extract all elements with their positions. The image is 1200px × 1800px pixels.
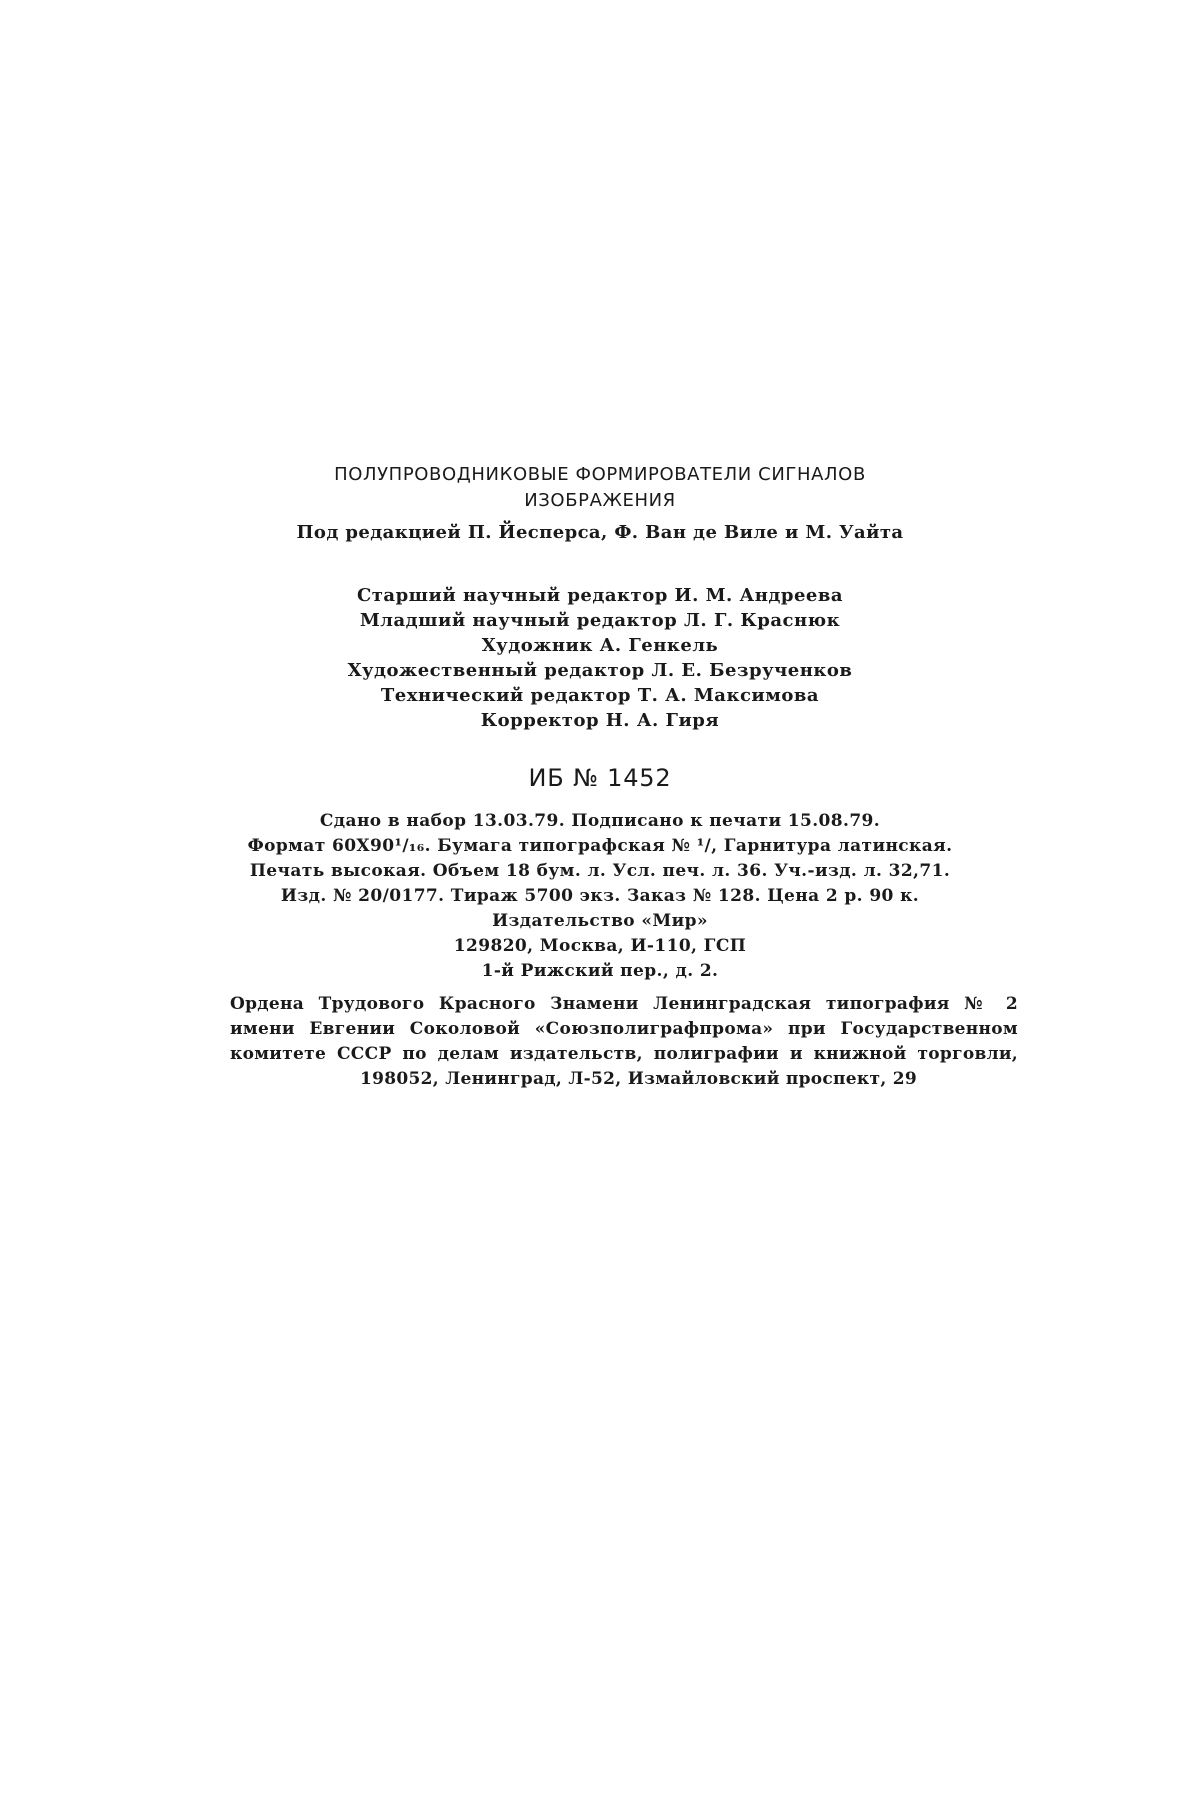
ib-number: ИБ № 1452 xyxy=(528,764,672,792)
publisher-name: Издательство «Мир» xyxy=(492,911,708,931)
imprint-format: Формат 60X90¹/₁₆. Бумага типографская № ¹/, Гарнитура латинская. xyxy=(247,836,953,856)
staff-technical-editor: Технический редактор Т. А. Максимова xyxy=(380,685,820,706)
imprint-dates: Сдано в набор 13.03.79. Подписано к печати 15.08.79. xyxy=(319,811,881,831)
publisher-address-line-2: 1-й Рижский пер., д. 2. xyxy=(481,961,719,981)
staff-artist: Художник А. Генкель xyxy=(481,635,719,656)
staff-proofreader: Корректор Н. А. Гиря xyxy=(480,710,720,731)
book-title-line-1: ПОЛУПРОВОДНИКОВЫЕ ФОРМИРОВАТЕЛИ СИГНАЛОВ xyxy=(334,464,866,485)
printer-line-1: Ордена Трудового Красного Знамени Ленинградская типография № 2 xyxy=(230,994,1018,1014)
printer-line-2: имени Евгении Соколовой «Союзполиграфпрома» при Государственном xyxy=(230,1019,1018,1039)
book-editors: Под редакцией П. Йесперса, Ф. Ван де Виле и М. Уайта xyxy=(296,522,904,543)
imprint-volume: Печать высокая. Объем 18 бум. л. Усл. печ. л. 36. Уч.-изд. л. 32,71. xyxy=(249,861,951,881)
book-title-line-2: ИЗОБРАЖЕНИЯ xyxy=(524,490,676,511)
staff-junior-editor: Младший научный редактор Л. Г. Краснюк xyxy=(359,610,841,631)
staff-senior-editor: Старший научный редактор И. М. Андреева xyxy=(356,585,844,606)
imprint-edition: Изд. № 20/0177. Тираж 5700 экз. Заказ № 128. Цена 2 р. 90 к. xyxy=(280,886,920,906)
printer-address: 198052, Ленинград, Л-52, Измайловский проспект, 29 xyxy=(360,1069,918,1089)
printer-line-3: комитете СССР по делам издательств, полиграфии и книжной торговли, xyxy=(230,1044,1018,1064)
staff-art-editor: Художественный редактор Л. Е. Безрученков xyxy=(347,660,853,681)
publisher-address-line-1: 129820, Москва, И-110, ГСП xyxy=(453,936,747,956)
